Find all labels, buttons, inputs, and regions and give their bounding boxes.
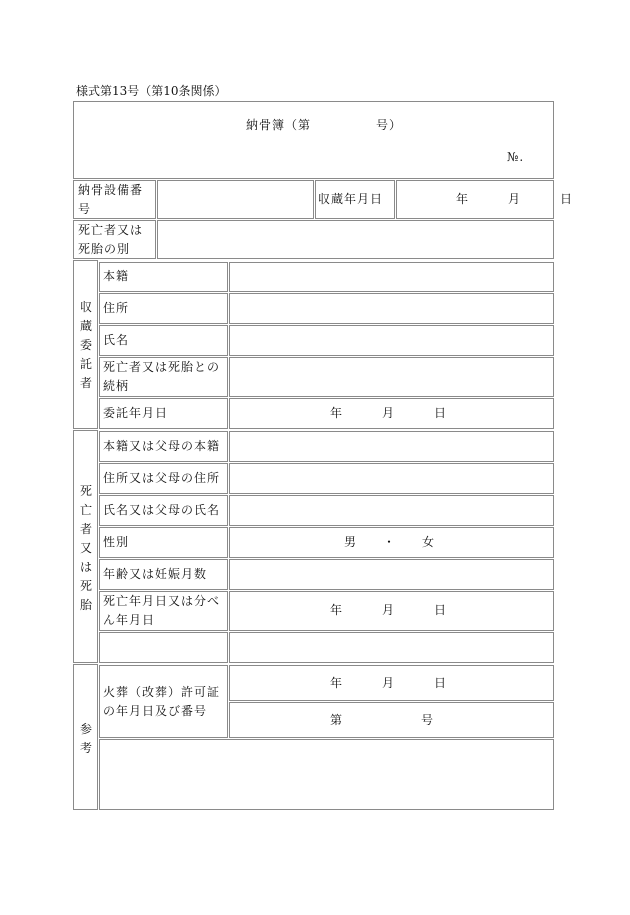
depositor-address-field[interactable] bbox=[229, 293, 554, 324]
form-header bbox=[73, 101, 554, 179]
deceased-domicile-field[interactable] bbox=[229, 431, 554, 462]
depositor-domicile-field[interactable] bbox=[229, 262, 554, 292]
deceased-address-label: 住所又は父母の住所 bbox=[103, 471, 221, 485]
deceased-extra-field[interactable] bbox=[229, 632, 554, 663]
entrust-date-value: 年 月 日 bbox=[330, 406, 448, 420]
depositor-group-title: 収蔵委託者 bbox=[79, 300, 92, 390]
depositor-name-field[interactable] bbox=[229, 325, 554, 356]
depositor-relationship-field[interactable] bbox=[229, 357, 554, 397]
age-field[interactable] bbox=[229, 559, 554, 590]
facility-number-field[interactable] bbox=[157, 180, 314, 219]
form-title: 納骨簿（第 号） bbox=[246, 118, 403, 132]
age-label: 年齢又は妊娠月数 bbox=[103, 567, 208, 581]
permit-number-value: 第 号 bbox=[330, 713, 435, 727]
facility-number-label: 納骨設備番号 bbox=[78, 183, 144, 216]
reference-notes-field[interactable] bbox=[99, 739, 554, 810]
depositor-name-label: 氏名 bbox=[103, 333, 130, 347]
deceased-domicile-label: 本籍又は父母の本籍 bbox=[103, 439, 221, 453]
death-date-label: 死亡年月日又は分べん年月日 bbox=[103, 594, 221, 627]
entrust-date-label: 委託年月日 bbox=[103, 406, 169, 420]
depositor-address-label: 住所 bbox=[103, 301, 130, 315]
deceased-group-title: 死亡者又は死胎 bbox=[79, 484, 92, 612]
form-caption: 様式第13号（第10条関係） bbox=[76, 84, 227, 98]
permit-label: 火葬（改葬）許可証の年月日及び番号 bbox=[103, 685, 221, 718]
depositor-domicile-label: 本籍 bbox=[103, 269, 130, 283]
deceased-type-field[interactable] bbox=[157, 220, 554, 259]
storage-date-label: 収蔵年月日 bbox=[318, 192, 384, 206]
deceased-extra-label-cell bbox=[99, 632, 228, 663]
reference-group-title: 参考 bbox=[79, 722, 92, 755]
deceased-address-field[interactable] bbox=[229, 463, 554, 494]
number-mark: №. bbox=[507, 150, 525, 164]
sex-options: 男 ・ 女 bbox=[344, 535, 436, 549]
sex-label: 性別 bbox=[103, 535, 130, 549]
depositor-relationship-label: 死亡者又は死胎との続柄 bbox=[103, 360, 221, 393]
deceased-name-field[interactable] bbox=[229, 495, 554, 526]
deceased-name-label: 氏名又は父母の氏名 bbox=[103, 503, 221, 517]
deceased-type-label: 死亡者又は死胎の別 bbox=[78, 223, 144, 256]
death-date-value: 年 月 日 bbox=[330, 603, 448, 617]
permit-date-value: 年 月 日 bbox=[330, 676, 448, 690]
storage-date-value: 年 月 日 bbox=[456, 192, 574, 206]
